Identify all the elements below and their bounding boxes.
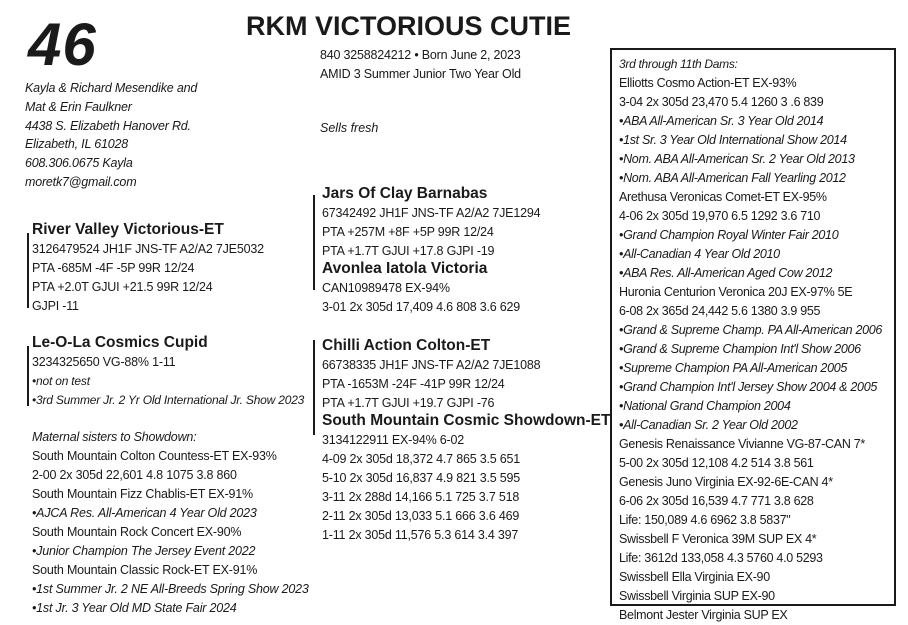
sister-note: •1st Jr. 3 Year Old MD State Fair 2024 — [32, 601, 237, 615]
dam-line: Belmont Jester Virginia SUP EX — [619, 608, 788, 622]
dam-line: 6-06 2x 305d 16,539 4.7 771 3.8 628 — [619, 494, 814, 508]
registration-line: AMID 3 Summer Junior Two Year Old — [320, 67, 521, 81]
dam-dam-data: 3134122911 EX-94% 6-02 — [322, 433, 465, 447]
dam-sire-name: Chilli Action Colton-ET — [322, 337, 491, 354]
dam-award: •Grand & Supreme Champion Int'l Show 2006 — [619, 342, 861, 356]
dam-line: 6-08 2x 365d 24,442 5.6 1380 3.9 955 — [619, 304, 821, 318]
sister-note: •AJCA Res. All-American 4 Year Old 2023 — [32, 506, 257, 520]
sire-sire-block — [322, 184, 540, 261]
sire-name: River Valley Victorious-ET — [32, 221, 224, 238]
dam-award: •Grand Champion Royal Winter Fair 2010 — [619, 228, 839, 242]
maternal-sisters — [32, 428, 309, 618]
sire-sire-data: PTA +257M +8F +5P 99R 12/24 — [322, 225, 494, 239]
dam-note: •not on test — [32, 374, 90, 388]
dam-dam-data: 4-09 2x 305d 18,372 4.7 865 3.5 651 — [322, 452, 521, 466]
dam-dam-name: South Mountain Cosmic Showdown-ET — [322, 412, 611, 429]
consignor-line: Mat & Erin Faulkner — [25, 99, 132, 114]
dam-name: Le-O-La Cosmics Cupid — [32, 334, 208, 351]
consignor-phone: 608.306.0675 Kayla — [25, 156, 133, 171]
sister-note: •Junior Champion The Jersey Event 2022 — [32, 544, 256, 558]
dam-line: Genesis Renaissance Vivianne VG-87-CAN 7* — [619, 437, 865, 451]
sire-data: GJPI -11 — [32, 299, 79, 313]
dam-dam-data: 3-11 2x 288d 14,166 5.1 725 3.7 518 — [322, 490, 520, 504]
dam-dam-data: 5-10 2x 305d 16,837 4.9 821 3.5 595 — [322, 471, 521, 485]
registration-line: 840 3258824212 • Born June 2, 2023 — [320, 48, 521, 62]
dam-data: 3234325650 VG-88% 1-11 — [32, 355, 176, 369]
sister-note: •1st Summer Jr. 2 NE All-Breeds Spring Show 2023 — [32, 582, 309, 596]
consignor-line: Kayla & Richard Mesendike and — [25, 81, 198, 95]
dam-line: 3-04 2x 305d 23,470 5.4 1260 3 .6 839 — [619, 95, 824, 109]
dam-award: •Grand Champion Int'l Jersey Show 2004 & 2005 — [619, 380, 878, 394]
dam-line: Genesis Juno Virginia EX-92-6E-CAN 4* — [619, 475, 833, 489]
dam-sire-block — [322, 336, 540, 413]
dam-award: •Nom. ABA All-American Fall Yearling 2012 — [619, 171, 846, 185]
sire-dam-name: Avonlea Iatola Victoria — [322, 260, 488, 277]
dam-dam-data: 1-11 2x 305d 11,576 5.3 614 3.4 397 — [322, 528, 519, 542]
consignor-city: Elizabeth, IL 61028 — [25, 137, 128, 152]
dam-award: •National Grand Champion 2004 — [619, 399, 791, 413]
sire-sire-data: 67342492 JH1F JNS-TF A2/A2 7JE1294 — [322, 206, 541, 220]
dam-dam-block — [322, 411, 610, 545]
dam-sire-data: PTA -1653M -24F -41P 99R 12/24 — [322, 377, 505, 391]
sire-block — [32, 220, 264, 316]
dam-award: •Nom. ABA All-American Sr. 2 Year Old 2013 — [619, 152, 855, 166]
dam-line: Swissbell F Veronica 39M SUP EX 4* — [619, 532, 817, 546]
sire-dam-data: CAN10989478 EX-94% — [322, 281, 450, 295]
consignor-address: 4438 S. Elizabeth Hanover Rd. — [25, 118, 191, 133]
sells-note: Sells fresh — [320, 121, 379, 135]
sister-line: 2-00 2x 305d 22,601 4.8 1075 3.8 860 — [32, 468, 237, 482]
dam-sire-data: PTA +1.7T GJUI +19.7 GJPI -76 — [322, 396, 495, 410]
sire-data: PTA -685M -4F -5P 99R 12/24 — [32, 261, 195, 275]
dam-sire-data: 66738335 JH1F JNS-TF A2/A2 7JE1088 — [322, 358, 541, 372]
dams-panel — [619, 55, 882, 625]
dam-line: Elliotts Cosmo Action-ET EX-93% — [619, 76, 797, 90]
dam-line: Life: 3612d 133,058 4.3 5760 4.0 5293 — [619, 551, 823, 565]
pedigree-bracket — [27, 346, 29, 406]
dam-award: •All-Canadian Sr. 2 Year Old 2002 — [619, 418, 798, 432]
dam-line: 5-00 2x 305d 12,108 4.2 514 3.8 561 — [619, 456, 814, 470]
dam-note: •3rd Summer Jr. 2 Yr Old International Jr. Show 2023 — [32, 393, 305, 407]
maternal-sisters-heading: Maternal sisters to Showdown: — [32, 430, 197, 444]
sister-line: South Mountain Fizz Chablis-ET EX-91% — [32, 487, 253, 501]
dam-block — [32, 333, 304, 410]
consignor-info — [25, 79, 197, 192]
dam-award: •All-Canadian 4 Year Old 2010 — [619, 247, 780, 261]
dam-award: •1st Sr. 3 Year Old International Show 2014 — [619, 133, 847, 147]
consignor-email: moretk7@gmail.com — [25, 174, 137, 189]
pedigree-bracket — [313, 340, 315, 435]
dam-line: Swissbell Virginia SUP EX-90 — [619, 589, 775, 603]
dam-award: •ABA All-American Sr. 3 Year Old 2014 — [619, 114, 824, 128]
dam-dam-data: 2-11 2x 305d 13,033 5.1 666 3.6 469 — [322, 509, 520, 523]
lot-number: 46 — [28, 11, 97, 78]
sire-sire-data: PTA +1.7T GJUI +17.8 GJPI -19 — [322, 244, 495, 258]
pedigree-bracket — [27, 233, 29, 308]
sire-sire-name: Jars Of Clay Barnabas — [322, 185, 488, 202]
dam-line: Arethusa Veronicas Comet-ET EX-95% — [619, 190, 827, 204]
dam-line: Huronia Centurion Veronica 20J EX-97% 5E — [619, 285, 853, 299]
registration-info — [320, 46, 521, 84]
sister-line: South Mountain Rock Concert EX-90% — [32, 525, 242, 539]
dam-award: •Grand & Supreme Champ. PA All-American 2006 — [619, 323, 883, 337]
pedigree-bracket — [313, 195, 315, 290]
sire-data: 3126479524 JH1F JNS-TF A2/A2 7JE5032 — [32, 242, 264, 256]
dam-line: 4-06 2x 305d 19,970 6.5 1292 3.6 710 — [619, 209, 821, 223]
animal-name-title: RKM VICTORIOUS CUTIE — [246, 11, 572, 41]
sister-line: South Mountain Classic Rock-ET EX-91% — [32, 563, 258, 577]
sire-dam-block — [322, 259, 520, 317]
dam-line: Swissbell Ella Virginia EX-90 — [619, 570, 770, 584]
dam-award: •Supreme Champion PA All-American 2005 — [619, 361, 848, 375]
sister-line: South Mountain Colton Countess-ET EX-93% — [32, 449, 277, 463]
dams-heading: 3rd through 11th Dams: — [619, 57, 738, 71]
dam-award: •ABA Res. All-American Aged Cow 2012 — [619, 266, 833, 280]
sire-dam-data: 3-01 2x 305d 17,409 4.6 808 3.6 629 — [322, 300, 521, 314]
sire-data: PTA +2.0T GJUI +21.5 99R 12/24 — [32, 280, 213, 294]
dam-line: Life: 150,089 4.6 6962 3.8 5837" — [619, 513, 791, 527]
